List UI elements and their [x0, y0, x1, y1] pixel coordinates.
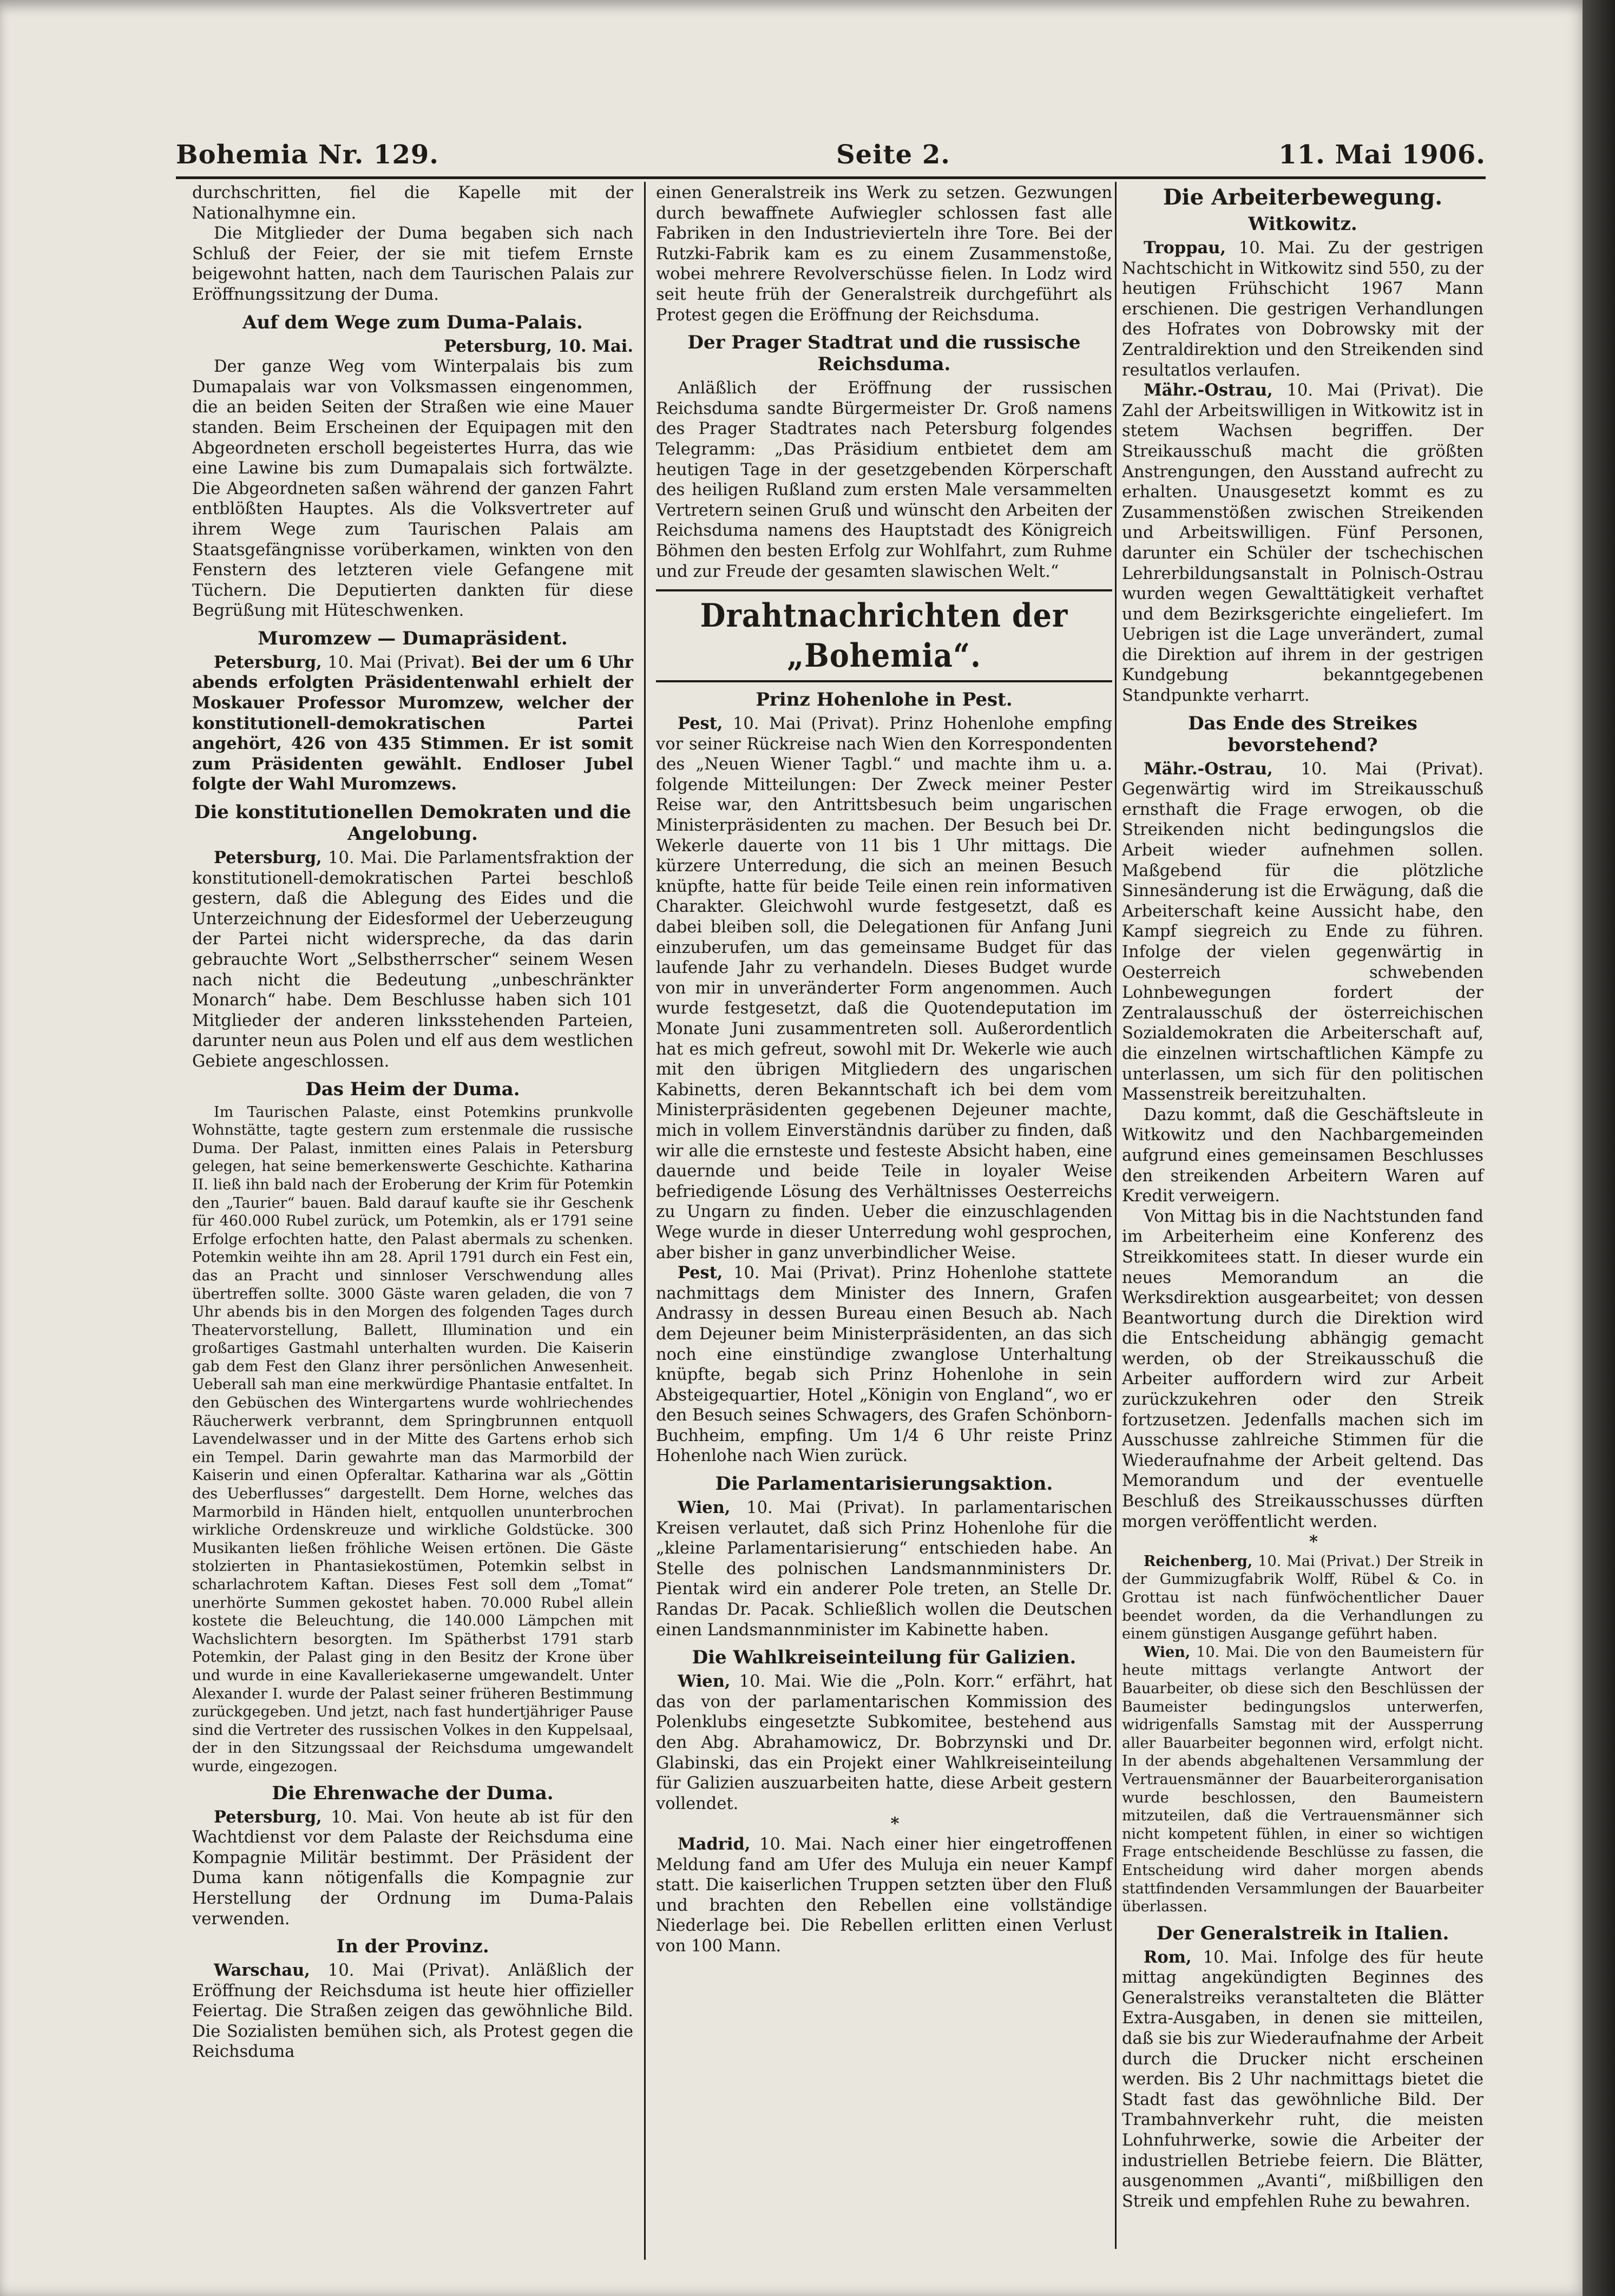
col1-s5-date: 10. Mai. — [331, 1807, 404, 1827]
col1-s4-block — [192, 1103, 633, 1776]
col3-s1-subheading: Witkowitz. — [1248, 213, 1357, 235]
col2-s6-date: 10. Mai. — [759, 1834, 832, 1854]
col1-s2-text: Bei der um 6 Uhr abends erfolgten Präsidentenwahl erhielt der Moskauer Professor Muromzew, welcher der konstitutionell-demokratischen Partei angehört, 426 von 435 Stimmen. Er ist somit zum Präsidenten gewählt. Endloser Jubel folgte der Wahl Muromzews. — [192, 652, 633, 794]
col3-s4-text: Der Streik in der Gummizugfabrik Wolff, Rübel & Co. in Grottau ist nach fünfwöchentlicher Dauer beendet worden, da die Verhandlungen zu einem günstigen Ausgange geführt haben. — [1122, 1552, 1483, 1643]
col1-s6-paragraph — [192, 1961, 633, 2062]
col2-s3-date: 10. Mai (Privat). — [733, 1264, 882, 1283]
col2-s2-paragraph — [656, 714, 1112, 1263]
col1-s1-dateline: Petersburg, 10. Mai. — [444, 336, 633, 356]
col3-s3-text2: Dazu kommt, daß die Geschäftsleute in Witkowitz und den Nachbargemeinden aufgrund eines gemeinsamen Beschlusses den streikenden Arbeitern Waren auf Kredit verweigern. — [1122, 1105, 1483, 1206]
col3-small-block — [1122, 1552, 1483, 1916]
col2-s2-heading: Prinz Hohenlohe in Pest. — [756, 689, 1013, 711]
col3-s3-text3: Von Mittag bis in die Nachtstunden fand im Arbeiterheim eine Konferenz des Streikkomitees statt. In dieser wurde ein neues Memorandum an die Werksdirektion ausgearbeitet; von dessen Beantwortung durch die Direktion wird die Entscheidung abhängig gemacht werden, ob der Streikausschuß die Arbeiter auffordern wird zur Arbeit zurückzukehren oder den Streik fortzusetzen. Jedenfalls machen sich im Ausschusse zahlreiche Stimmen für die Wiederaufnahme der Arbeit geltend. Das Memorandum und der eventuelle Beschluß des Streikausschusses dürften morgen veröffentlicht werden. — [1122, 1207, 1483, 1531]
col3-s3-text: Gegenwärtig wird im Streikausschuß ernsthaft die Frage erwogen, ob die Streikenden nicht bedingungslos die Arbeit wieder aufnehmen sollen. Maßgebend für die plötzliche Sinnesänderung ist die Erwägung, daß die Arbeiterschaft keine Aussicht habe, den Kampf siegreich zu Ende zu führen. Infolge der vielen gegenwärtig in Oesterreich schwebenden Lohnbewegungen fordert der Zentralausschuß der österreichischen Sozialdemokraten die Arbeiterschaft auf, die einzelnen wirtschaftlichen Kämpfe zu unterlassen, um sich für den politischen Massenstreik bereitzuhalten. — [1122, 780, 1483, 1104]
col2-s5-heading: Die Wahlkreiseinteilung für Galizien. — [692, 1647, 1076, 1669]
page-header — [176, 140, 1486, 174]
telegram-banner — [656, 589, 1112, 682]
col2-s2-date: 10. Mai (Privat). — [732, 714, 879, 734]
col2-s6-place: Madrid, — [678, 1834, 751, 1854]
col3-s2-place: Mähr.-Ostrau, — [1144, 380, 1273, 400]
col2-s1-text: Anläßlich der Eröffnung der russischen Reichsduma sandte Bürgermeister Dr. Groß namens des Prager Stadtrates nach Petersburg folgendes Telegramm: „Das Präsidium entbietet dem am heutigen Tage in der gesetzgebenden Körperschaft des heiligen Rußland zum ersten Male versammelten Vertretern seinen Gruß und wünscht den Arbeiten der Reichsduma namens des Hauptstadt des Königreich Böhmen den besten Erfolg zur Wohlfahrt, zum Ruhme und zur Freude der gesamten slawischen Welt.“ — [656, 379, 1112, 581]
col3-s6-paragraph — [1122, 1948, 1483, 2212]
col1-s5-paragraph — [192, 1807, 633, 1930]
col3-s2-paragraph — [1122, 380, 1483, 706]
col1-s3-text: Die Parlamentsfraktion der konstitutionell-demokratischen Partei beschloß gestern, daß die Ablegung des Eides und die Unterzeichnung der Eidesformel der Ueberzeugung der Partei nicht widerspreche, da das darin gebrauchte Wort „Selbstherrscher“ seinem Wesen nach nicht die Bedeutung „unbeschränkter Monarch“ habe. Dem Beschlusse haben sich 101 Mitglieder der anderen linksstehenden Parteien, darunter neun aus Polen und elf aus dem westlichen Gebiete angeschlossen. — [192, 848, 633, 1071]
col1-intro2: Die Mitglieder der Duma begaben sich nach Schluß der Feier, der sie mit tiefem Ernste beigewohnt hatten, nach dem Taurischen Palais zur Eröffnungssitzung der Duma. — [192, 224, 633, 304]
col2-s4-paragraph — [656, 1498, 1112, 1640]
col3-s5-date: 10. Mai. — [1196, 1643, 1259, 1661]
col3-s5-paragraph — [1122, 1643, 1483, 1916]
col3-s1-date: 10. Mai. — [1238, 239, 1315, 258]
col2-s2-place: Pest, — [678, 714, 723, 734]
col1-s2-heading: Muromzew — Dumapräsident. — [258, 627, 568, 649]
telegram-banner-title: Drahtnachrichten der „Bohemia“. — [700, 597, 1068, 675]
col1-s6-place: Warschau, — [214, 1961, 310, 1981]
col3-s5-text: Die von den Baumeistern für heute mittags verlangte Antwort der Bauarbeiter, ob diese sich den Beschlüssen der Baumeister bedingungslos unterwerfen, widrigenfalls Samstag mit der Aussperrung aller Bauarbeiter begonnen wird, erfolgt nicht. In der abends abgehaltenen Versammlung der Vertrauensmänner der Bauarbeiterorganisation wurde beschlossen, den Baumeistern mitzuteilen, daß die Vertrauensmänner sich nicht kompetent fühlen, in einer so wichtigen Frage entscheidende Beschlüsse zu fassen, die Entscheidung wird daher morgen abends stattfindenden Versammlungen der Bauarbeiter überlassen. — [1122, 1643, 1483, 1916]
col1-s2-date: 10. Mai (Privat). — [327, 653, 465, 672]
col1-s3-heading: Die konstitutionellen Demokraten und die Angelobung. — [194, 801, 632, 845]
column-1 — [192, 183, 633, 2062]
col2-intro: einen Generalstreik ins Werk zu setzen. Gezwungen durch bewaffnete Aufwiegler schlossen fast alle Fabriken in den Industrievierteln ihre Tore. Bei der Rutzki-Fabrik kam es zu einem Zusammenstoße, wobei mehrere Revolverschüsse fielen. In Lodz wird seit heute früh der Generalstreik durchgeführt als Protest gegen die Eröffnung der Reichsduma. — [656, 183, 1112, 325]
scan-edge — [1583, 0, 1615, 2296]
col2-s3-text: Prinz Hohenlohe stattete nachmittags dem Minister des Innern, Grafen Andrassy in dessen Bureau einen Besuch ab. Nach dem Dejeuner beim Ministerpräsidenten, an das sich noch eine einstündige zwanglose Unterhaltung knüpfte, begab sich Prinz Hohenlohe in sein Absteigequartier, Hotel „Königin von England“, wo er den Besuch seines Schwagers, des Grafen Schönborn-Buchheim, empfing. Um 1/4 6 Uhr reiste Prinz Hohenlohe nach Wien zurück. — [656, 1264, 1113, 1466]
col3-separator: * — [1309, 1532, 1318, 1552]
col3-s5-place: Wien, — [1144, 1643, 1191, 1661]
col3-s4-paragraph — [1122, 1552, 1483, 1643]
col1-s3-date: 10. Mai. — [328, 848, 398, 868]
col3-s6-place: Rom, — [1144, 1947, 1192, 1967]
col1-s6-heading: In der Provinz. — [336, 1936, 489, 1958]
header-rule — [176, 176, 1486, 179]
col1-s2-paragraph — [192, 653, 633, 795]
column-2 — [656, 183, 1112, 1957]
col1-s3-place: Petersburg, — [214, 848, 322, 868]
col3-s3-date: 10. Mai (Privat). — [1301, 759, 1483, 779]
column-divider-2 — [1115, 182, 1117, 2249]
col1-s6-date: 10. Mai (Privat). — [327, 1961, 490, 1981]
col3-s3-paragraph — [1122, 759, 1483, 1105]
col3-s3-heading: Das Ende des Streikes bevorstehend? — [1188, 712, 1417, 756]
col3-s1-place: Troppau, — [1144, 238, 1226, 258]
col3-s1-heading: Die Arbeiterbewegung. — [1163, 185, 1443, 210]
col2-s5-place: Wien, — [678, 1672, 731, 1692]
header-title: Bohemia Nr. 129. — [176, 140, 439, 170]
col3-s2-date: 10. Mai (Privat). — [1286, 381, 1441, 400]
col2-s4-heading: Die Parlamentarisierungsaktion. — [715, 1473, 1053, 1495]
col1-s1-heading: Auf dem Wege zum Duma-Palais. — [242, 311, 583, 333]
col2-s5-text: Wie die „Poln. Korr.“ erfährt, hat das von der parlamentarischen Kommission des Polenklubs eingesetzte Subkomitee, bestehend aus den Abg. Abrahamowicz, Dr. Bobrzynski und Dr. Glabinski, das ein Projekt einer Wahlkreiseinteilung für Galizien auszuarbeiten hatte, diese Arbeit gestern vollendet. — [656, 1672, 1112, 1813]
col2-s6-paragraph — [656, 1834, 1112, 1957]
column-3 — [1122, 183, 1483, 2212]
col3-s1-text: Zu der gestrigen Nachtschicht in Witkowitz sind 550, zu der heutigen Frühschicht 1967 Mann erschienen. Die gestrigen Verhandlungen des Hofrates von Dobrowsky mit der Zentraldirektion und den Streikenden sind resultatlos verlaufen. — [1122, 239, 1483, 380]
col3-s6-date: 10. Mai. — [1203, 1948, 1278, 1967]
col3-s2-text: Die Zahl der Arbeitswilligen in Witkowitz ist in stetem Wachsen begriffen. Der Streikausschuß macht die größten Anstrengungen, den Ausstand aufrecht zu erhalten. Unausgesetzt kommt es zu Zusammenstößen zwischen Streikenden und Arbeitswilligen. Fünf Personen, darunter ein Schüler der tschechischen Lehrerbildungsanstalt in Polnisch-Ostrau wurden wegen Gewalttätigkeit verhaftet und dem Bezirksgerichte eingeliefert. Im Uebrigen ist die Lage unverändert, zumal die Direktion auf ihrem in der gestrigen Kundgebung bekanntgegebenen Standpunkte verharrt. — [1122, 381, 1483, 706]
col2-s4-text: In parlamentarischen Kreisen verlautet, daß sich Prinz Hohenlohe für die „kleine Parlamentarisierung“ entschieden habe. An Stelle des polnischen Landsmannministers Dr. Pientak wird ein anderer Pole treten, an Stelle Dr. Randas Dr. Pacak. Schließlich wollen die Deutschen einen Landsmannminister im Kabinette haben. — [656, 1498, 1113, 1640]
col1-s4-heading: Das Heim der Duma. — [305, 1078, 520, 1100]
col2-separator: * — [890, 1814, 900, 1834]
col1-s5-place: Petersburg, — [214, 1807, 322, 1827]
col2-s2-text: Prinz Hohenlohe empfing vor seiner Rückreise nach Wien den Korrespondenten des „Neuen Wiener Tagbl.“ und machte ihm u. a. folgende Mitteilungen: Der Zweck meiner Pester Reise war, den Antrittsbesuch beim ungarischen Ministerpräsidenten zu machen. Der Besuch bei Dr. Wekerle dauerte von 11 bis 1 Uhr mittags. Die kürzere Unterredung, die sich an meinen Besuch knüpfte, hatte für beide Teile einen rein informativen Charakter. Gleichwohl wurde festgesetzt, daß es dabei bleiben soll, die Delegationen für Anfang Juni einzuberufen, um das gemeinsame Budget für das laufende Jahr zu verhandeln. Dieses Budget wurde von mir in unveränderter Form angenommen. Auch wurde festgesetzt, daß die Quotendeputation im Monate Juni zusammentreten soll. Außerordentlich hat es mich gefreut, sowohl mit Dr. Wekerle wie auch mit den übrigen Mitgliedern des ungarischen Kabinetts, deren Bekanntschaft ich bei dem vom Ministerpräsidenten gegebenen Dejeuner machte, mich in vollem Einverständnis darüber zu finden, daß wir alle die ernsteste und festeste Absicht haben, eine dauernde und beide Teile in loyaler Weise befriedigende Lösung des Verhältnisses Oesterreichs zu Ungarn zu finden. Ueber die einzuschlagenden Wege wurde in dieser Unterredung wohl gesprochen, aber bisher in ganz unverbindlicher Weise. — [656, 714, 1112, 1262]
col3-s4-place: Reichenberg, — [1144, 1552, 1253, 1570]
header-date: 11. Mai 1906. — [1278, 140, 1486, 170]
col3-s4-date: 10. Mai (Privat.) — [1258, 1552, 1381, 1570]
col1-s4-text: Im Taurischen Palaste, einst Potemkins prunkvolle Wohnstätte, tagte gestern zum erstenmale die russische Duma. Der Palast, inmitten eines Palais in Petersburg gelegen, hat seine bemerkenswerte Geschichte. Katharina II. ließ ihn bald nach der Eroberung der Krim für Potemkin den „Taurier“ bauen. Bald darauf kaufte sie ihr Geschenk für 460.000 Rubel zurück, um Potemkin, als er 1791 seine Erfolge erfochten hatte, den Palast abermals zu schenken. Potemkin weihte ihn am 28. April 1791 durch ein Fest ein, das an Pracht und sinnloser Verschwendung alles übertreffen sollte. 3000 Gäste waren geladen, die von 7 Uhr abends bis in den Morgen des folgenden Tages durch Theatervorstellung, Ballett, Illumination und ein großartiges Gastmahl unterhalten wurden. Die Kaiserin gab dem Fest den Glanz ihrer persönlichen Anwesenheit. Ueberall sah man eine merkwürdige Phantasie entfaltet. In den Gebüschen des Wintergartens wurde wohlriechendes Räucherwerk verbrannt, dem Springbrunnen entquoll Lavendelwasser und in der Mitte des Gartens erhob sich ein Tempel. Darin gewahrte man das Marmorbild der Kaiserin und einen Opferaltar. Katharina war als „Göttin des Ueberflusses“ dargestellt. Dem Horne, welches das Marmorbild in Händen hielt, entquollen ununterbrochen wirkliche Ordenskreuze und wirkliche Goldstücke. 300 Musikanten ließen fröhliche Weisen ertönen. Die Gäste stolzierten in Phantasiekostümen, Potemkin selbst in scharlachrotem Kaftan. Dieses Fest soll dem „Tomat“ unerhörte Summen gekostet haben. 70.000 Rubel allein kostete die Beleuchtung, die 140.000 Lämpchen mit Wachslichtern besorgten. Im Spätherbst 1791 starb Potemkin, der Palast ging in den Besitz der Krone über und wurde in eine Kavalleriekaserne umgewandelt. Unter Alexander I. wurde der Palast seiner früheren Bestimmung zurückgegeben. Und jetzt, nach fast hundertjähriger Pause sind die Vertreter des russischen Volkes in den Kuppelsaal, der in den Sitzungssaal der Reichsduma umgewandelt wurde, eingezogen. — [192, 1103, 633, 1775]
col1-s2-place: Petersburg, — [214, 652, 322, 672]
col2-s5-paragraph — [656, 1672, 1112, 1814]
header-page-number: Seite 2. — [836, 140, 950, 170]
col2-s3-place: Pest, — [678, 1263, 723, 1283]
col1-s1-text: Der ganze Weg vom Winterpalais bis zum Dumapalais war von Volksmassen eingenommen, die an beiden Seiten der Straßen wie eine Mauer standen. Beim Erscheinen der Equipagen mit den Abgeordneten erscholl begeistertes Hurra, das wie eine Lawine bis zum Dumapalais sich fortwälzte. Die Abgeordneten saßen während der ganzen Fahrt entblößten Hauptes. Als die Volksvertreter auf ihrem Wege zum Taurischen Palais am Staatsgefängnisse vorüberkamen, winkten von den Fenstern des letzteren viele Gefangene mit Tüchern. Die Deputierten dankten für diese Begrüßung mit Hüteschwenken. — [192, 357, 633, 621]
col1-s5-heading: Die Ehrenwache der Duma. — [272, 1782, 554, 1804]
col3-s1-paragraph — [1122, 238, 1483, 380]
col1-intro: durchschritten, fiel die Kapelle mit der Nationalhymne ein. — [192, 183, 633, 223]
col2-s5-date: 10. Mai. — [739, 1672, 812, 1692]
col2-s3-paragraph — [656, 1263, 1112, 1466]
col1-s5-text: Von heute ab ist für den Wachtdienst vor dem Palaste der Reichsduma eine Kompagnie Militär bestimmt. Der Präsident der Duma kann nötigenfalls die Kompagnie zur Herstellung der Ordnung im Duma-Palais verwenden. — [192, 1807, 633, 1929]
col1-s6-text: Anläßlich der Eröffnung der Reichsduma ist heute hier offizieller Feiertag. Die Straßen zeigen das gewöhnliche Bild. Die Sozialisten bemühen sich, als Protest gegen die Reichsduma — [192, 1961, 633, 2062]
col3-s3-place: Mähr.-Ostrau, — [1144, 759, 1273, 779]
col3-s6-text: Infolge des für heute mittag angekündigten Beginnes des Generalstreiks veranstalteten die Blätter Extra-Ausgaben, in denen sie mitteilen, daß sie bis zur Wiederaufnahme der Arbeit durch die Drucker nicht erscheinen werden. Bis 2 Uhr nachmittags bietet die Stadt fast das gewöhnliche Bild. Der Trambahnverkehr ruht, die meisten Lohnfuhrwerke, sowie die Arbeiter der industriellen Betriebe feiern. Die Blätter, ausgenommen „Avanti“, mißbilligen den Streik und empfehlen Ruhe zu bewahren. — [1122, 1948, 1483, 2211]
col2-s4-place: Wien, — [678, 1498, 731, 1518]
col2-s6-text: Nach einer hier eingetroffenen Meldung fand am Ufer des Muluja ein neuer Kampf statt. Die kaiserlichen Truppen setzten über den Fluß und brachten den Rebellen eine vollständige Niederlage bei. Die Rebellen erlitten einen Verlust von 100 Mann. — [656, 1834, 1112, 1956]
col2-s4-date: 10. Mai (Privat). — [746, 1498, 905, 1518]
col2-s1-heading: Der Prager Stadtrat und die russische Reichsduma. — [687, 332, 1081, 376]
col1-s3-paragraph — [192, 848, 633, 1072]
col3-s6-heading: Der Generalstreik in Italien. — [1156, 1922, 1449, 1944]
column-divider-1 — [644, 182, 646, 2260]
